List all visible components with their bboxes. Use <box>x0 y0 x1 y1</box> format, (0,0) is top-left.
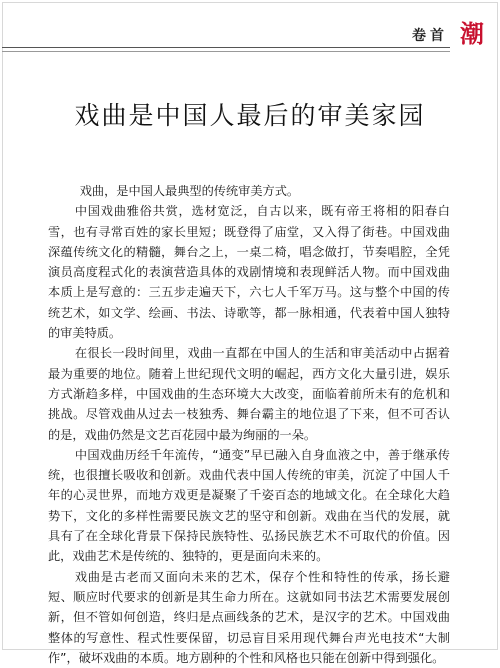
corner-mark-logo: 潮 <box>460 19 484 48</box>
paragraph-3: 在很长一段时间里，戏曲一直都在中国人的生活和审美活动中占据着最为重要的地位。随着上世纪现代文明的崛起，西方文化大量引进，娱乐方式渐趋多样，中国戏曲的生态环境大大改变，面临着前所未有的危机和挑战。尽管戏曲从过去一枝独秀、舞台霸主的地位退了下来，但不可否认的是，戏曲仍然是文艺百花园中最为绚丽的一朵。 <box>48 346 450 442</box>
article-title: 戏曲是中国人最后的审美家园 <box>74 101 426 130</box>
header-rule-thin <box>2 51 450 52</box>
paragraph-1: 戏曲，是中国人最典型的传统审美方式。 <box>79 184 300 198</box>
paragraph-5: 戏曲是古老而又面向未来的艺术，保存个性和特性的传承，扬长避短、顺应时代要求的创新是其生命力所在。这就如同书法艺术需要发展创新，但不管如何创造，终归是点画线条的艺术，是汉字的艺术。中国戏曲整体的写意性、程式性要保留，切忌盲目采用现代舞台声光电技术“大制作”，破坏戏曲的本质。地方剧种的个性和风格也只能在创新中得到强化。 <box>48 569 450 665</box>
article-body <box>48 181 450 668</box>
paragraph-2: 中国戏曲雅俗共赏，选材宽泛，自古以来，既有帝王将相的阳春白雪，也有寻常百姓的家长里短；既登得了庙堂，又入得了街巷。中国戏曲深蕴传统文化的精髓，舞台之上，一桌二椅，唱念做打，节奏唱腔，全凭演员高度程式化的表演营造具体的戏剧情境和表现鲜活人物。而中国戏曲本质上是写意的：三五步走遍天下，六七人千军万马。这与整个中国的传统艺术，如文学、绘画、书法、诗歌等，都一脉相通，代表着中国人独特的审美特质。 <box>48 204 450 341</box>
page-header <box>0 19 500 56</box>
section-label: 卷首 <box>412 28 448 44</box>
paragraph-4: 中国戏曲历经千年流传，“通变”早已融入自身血液之中，善于继承传统，也很擅长吸收和创新。戏曲代表中国人传统的审美，沉淀了中国人千年的心灵世界，而地方戏更是凝聚了千姿百态的地域文化。在全球化大趋势下，文化的多样性需要民族文艺的坚守和创新。戏曲在当代的发展，就具有了在全球化背景下保持民族特性、弘扬民族艺术不可取代的价值。因此，戏曲艺术是传统的、独特的，更是面向未来的。 <box>48 447 450 564</box>
header-rule <box>2 47 450 48</box>
